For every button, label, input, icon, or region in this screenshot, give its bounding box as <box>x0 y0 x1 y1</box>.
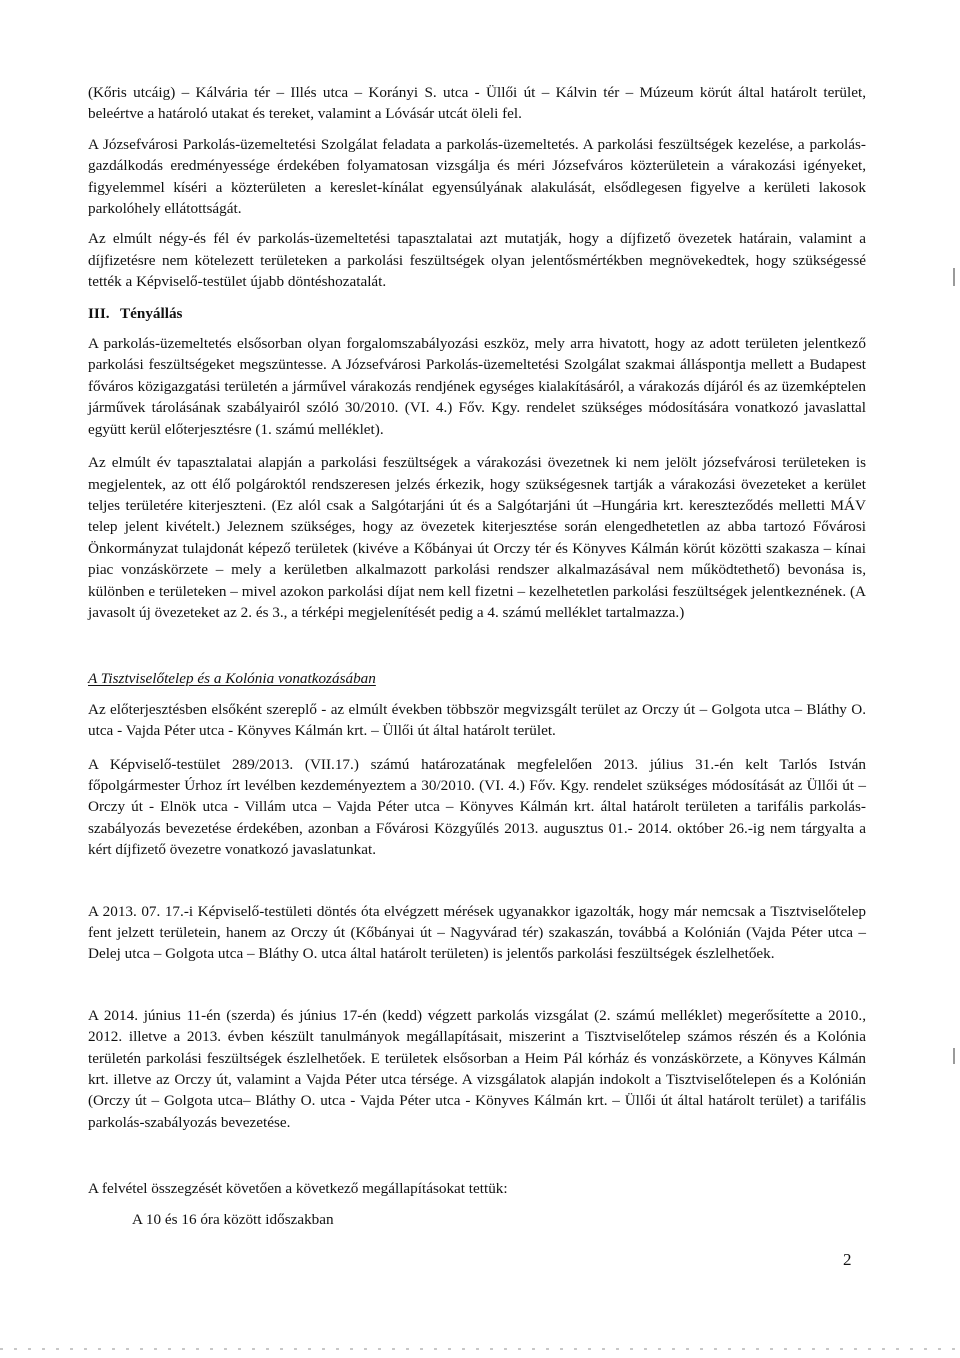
paragraph-time-window: A 10 és 16 óra között időszakban <box>132 1210 334 1228</box>
paragraph-survey-2014: A 2014. június 11-én (szerda) és június 17-én (kedd) végzett parkolás vizsgálat (2. számú melléklet) megerősítette a 2010., 2012. illetve a 2013. évben készült tanulmányok megállapításait, miszerint a Tisztviselőtelep számos részén és a Kolónia területén parkolási feszültségek észlelhetőek. E területek elsősorban a Heim Pál kórház és vonzáskörzete, a Könyves Kálmán krt. illetve az Orczy út, valamint a Vajda Péter utca térsége. A vizsgálatok alapján indokolt a Tisztviselőtelepen és a Kolónián (Orczy út – Golgota utca– Bláthy O. utca - Vajda Péter utca - Könyves Kálmán krt. – Üllői út által határolt terület) a tarifális parkolás-szabályozás bevezetése. <box>88 1006 866 1131</box>
paragraph-parking-regulation: A parkolás-üzemeltetés elsősorban olyan forgalomszabályozási eszköz, mely arra hivatott, hogy az adott területen jelentkező parkolási feszültségeket megszüntesse. A Józsefvárosi Parkolás-üzemeltetési Szolgálat szakmai álláspontja mellett a Budapest főváros közigazgatási területén a járművel várakozás rendjének egységes kialakításáról, a várakozás díjáról és az üzemképtelen járművek tárolásának szabályairól szóló 30/2010. (VI. 4.) Főv. Kgy. rendelet szükséges módosítására vonatkozó javaslattal együtt kerül előterjesztésre (1. számú melléklet). <box>88 335 866 438</box>
paragraph-parking-service-duties: A Józsefvárosi Parkolás-üzemeltetési Szolgálat feladata a parkolás-üzemeltetés. A parkolási feszültségek kezelése, a parkolás-gazdálkodás eredményessége érdekében folyamatosan vizsgálja és méri Józsefváros közterületein a várakozási igényeket, figyelemmel kíséri a közterületen a kereslet-kínálat egyensúlyának alakulását, elsődlegesen figyelve a kerületi lakosok parkolóhely ellátottságát. <box>88 135 866 218</box>
paragraph-zone-extension: Az elmúlt év tapasztalatai alapján a parkolási feszültségek a várakozási övezetnek ki nem jelölt józsefvárosi területeken is megjelentek, az ott élő polgároktól rendszeresen jelzés érkezik, hogy szükségesnek tartják a várakozási övezeteket a kerület teljes területére kiterjeszteni. (Ez alól csak a Salgótarjáni út és a Salgótarjáni út –Hungária krt. kereszteződés melletti MÁV telep jelent kivételt.) Jeleznem szükséges, hogy az övezetek kiterjesztése során elengedhetetlen az abba tartozó Fővárosi Önkormányzat tulajdonát képező területek (kivéve a Kőbányai út Orczy tér és Könyves Kálmán körút közötti szakasza – kínai piac vonzáskörzete – mely a kerületben alkalmazott parkolási rendszer alkalmazásával nem működtethető) bevonása is, különben e területeken – mivel azokon parkolási díjat nem kell fizetni – kezelhetetlen parkolási feszültségek jelentkeznének. (A javasolt új övezeteket az 2. és 3., a térképi megjelenítését pedig a 4. számú melléklet tartalmazza.) <box>88 454 866 621</box>
subheading-text: A Tisztviselőtelep és a Kolónia vonatkozásában <box>88 670 376 688</box>
document-body <box>88 82 866 1230</box>
paragraph-area-boundary: (Kőris utcáig) – Kálvária tér – Illés utca – Korányi S. utca - Üllői út – Kálvin tér – Múzeum körút által határolt terület, beleértve a határoló utakat és tereket, valamint a Lóvásár utcát öleli fel. <box>88 84 866 123</box>
subheading-tisztviselotelep <box>88 668 866 689</box>
page-number: 2 <box>843 1250 852 1269</box>
scan-edge-mark <box>953 268 955 286</box>
paragraph-resolution-2013: A Képviselő-testület 289/2013. (VII.17.) számú határozatának megfelelően 2013. július 31.-én kelt Tarlós István főpolgármester Úrhoz írt levélben kezdeményeztem a 30/2010. (VI. 4.) Főv. Kgy. rendelet szükséges módosítását az Üllői út – Orczy út - Elnök utca - Villám utca – Vajda Péter utca – Könyves Kálmán krt. által határolt területen a tarifális parkolás-szabályozás bevezetése érdekében, azonban a Fővárosi Közgyűlés 2013. augusztus 01.- 2014. október 26.-ig nem tárgyalta a kért díjfizető övezetre vonatkozó javaslatunkat. <box>88 755 866 859</box>
paragraph-findings-intro: A felvétel összegzését követően a következő megállapításokat tettük: <box>88 1180 508 1198</box>
scan-bottom-border <box>0 1348 960 1350</box>
section-heading <box>88 303 866 324</box>
paragraph-past-experience: Az elmúlt négy-és fél év parkolás-üzemeltetési tapasztalatai azt mutatják, hogy a díjfizető övezetek határain, valamint a díjfizetésre nem kötelezett területeken a parkolási feszültségek olyan jelentősmértékben megnövekedtek, hogy szükségessé tették a Képviselő-testület újabb döntéshozatalát. <box>88 230 866 291</box>
section-title: Tényállás <box>120 304 183 322</box>
scan-edge-mark <box>953 1048 955 1064</box>
paragraph-measurements: A 2013. 07. 17.-i Képviselő-testületi döntés óta elvégzett mérések ugyanakkor igazolták, hogy már nemcsak a Tisztviselőtelep fent jelzett területein, hanem az Orczy út (Kőbányai út – Nagyvárad tér) szakaszán, továbbá a Kolónián (Vajda Péter utca – Delej utca – Golgota utca – Bláthy O. utca által határolt területen) is jelentős parkolási feszültségek észlelhetőek. <box>88 902 866 963</box>
paragraph-first-area: Az előterjesztésben elsőként szereplő - az elmúlt években többször megvizsgált terület az Orczy út – Golgota utca – Bláthy O. utca - Vajda Péter utca - Könyves Kálmán krt. – Üllői út által határolt terület. <box>88 700 866 740</box>
section-number: III. <box>88 304 110 322</box>
